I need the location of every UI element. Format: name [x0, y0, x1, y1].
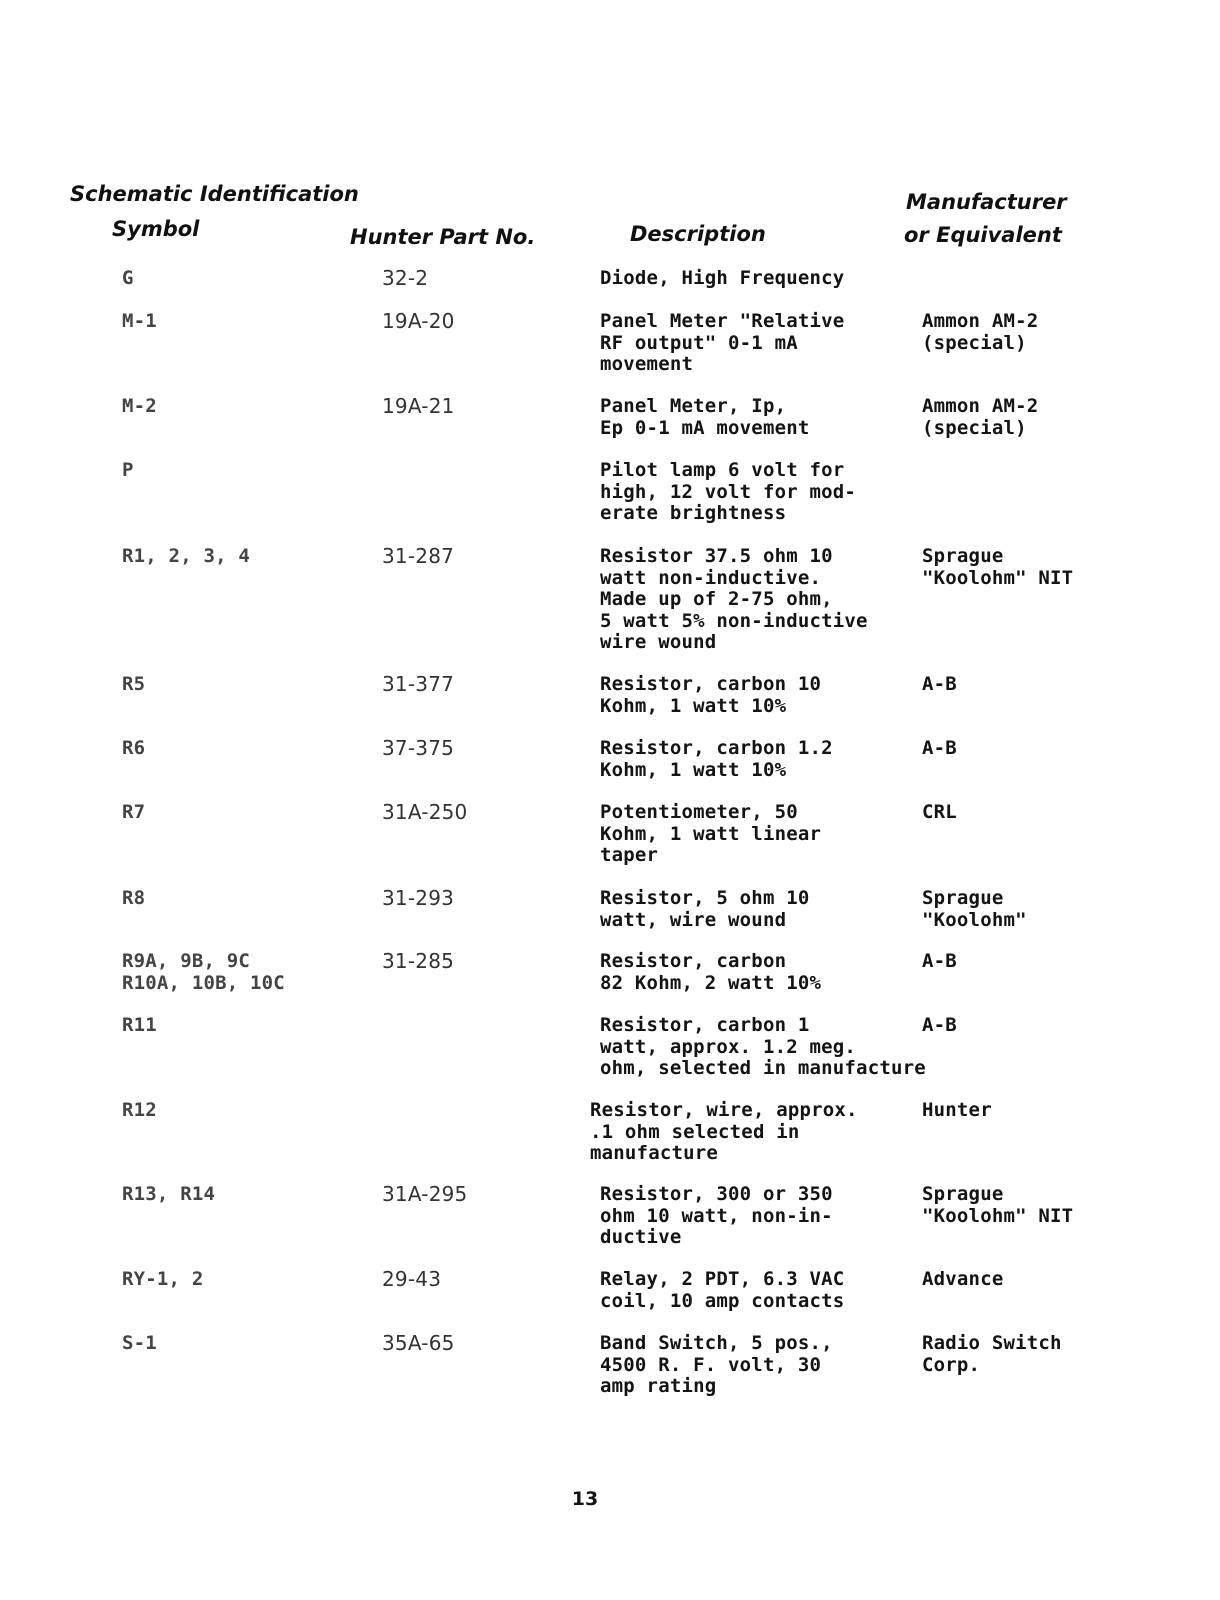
description-cell: Resistor, carbon 1.2 Kohm, 1 watt 10%	[600, 737, 833, 781]
description-cell: Band Switch, 5 pos., 4500 R. F. volt, 30 amp rating	[600, 1332, 833, 1397]
symbol-cell: R5	[122, 673, 146, 695]
manufacturer-cell: Sprague "Koolohm" NIT	[922, 545, 1074, 589]
description-cell: Resistor, 5 ohm 10 watt, wire wound	[600, 887, 810, 931]
description-cell: Resistor, carbon 82 Kohm, 2 watt 10%	[600, 950, 822, 994]
manufacturer-cell: A-B	[922, 950, 957, 972]
part-cell: 32-2	[382, 266, 429, 290]
part-cell: 19A-21	[382, 394, 455, 418]
symbol-cell: RY-1, 2	[122, 1268, 204, 1290]
symbol-cell: R6	[122, 737, 146, 759]
symbol-cell: R9A, 9B, 9C R10A, 10B, 10C	[122, 950, 285, 994]
manufacturer-cell: Ammon AM-2 (special)	[922, 395, 1039, 439]
part-cell: 31A-295	[382, 1182, 468, 1206]
description-cell: Resistor, carbon 10 Kohm, 1 watt 10%	[600, 673, 822, 717]
symbol-cell: R7	[122, 801, 146, 823]
symbol-cell: R13, R14	[122, 1183, 216, 1205]
manufacturer-cell: A-B	[922, 737, 957, 759]
part-cell: 37-375	[382, 736, 455, 760]
manufacturer-cell: CRL	[922, 801, 957, 823]
manufacturer-cell: Sprague "Koolohm" NIT	[922, 1183, 1074, 1227]
description-cell: Panel Meter, Ip, Ep 0-1 mA movement	[600, 395, 810, 439]
symbol-cell: S-1	[122, 1332, 157, 1354]
symbol-cell: R11	[122, 1014, 157, 1036]
part-cell: 31A-250	[382, 800, 468, 824]
header-description: Description	[630, 222, 766, 246]
manufacturer-cell: Radio Switch Corp.	[922, 1332, 1062, 1376]
manufacturer-cell: A-B	[922, 1014, 957, 1036]
symbol-cell: P	[122, 459, 134, 481]
part-cell: 31-293	[382, 886, 455, 910]
description-cell: Resistor 37.5 ohm 10 watt non-inductive. Made up of 2-75 ohm, 5 watt 5% non-inductive wire wound	[600, 545, 868, 653]
page-number: 13	[571, 1488, 599, 1510]
manufacturer-cell: Ammon AM-2 (special)	[922, 310, 1039, 354]
description-cell: Pilot lamp 6 volt for high, 12 volt for mod- erate brightness	[600, 459, 857, 524]
description-cell: Resistor, wire, approx. .1 ohm selected in manufacture	[590, 1099, 858, 1164]
symbol-cell: R1, 2, 3, 4	[122, 545, 251, 567]
symbol-cell: M-2	[122, 395, 157, 417]
description-cell: Relay, 2 PDT, 6.3 VAC coil, 10 amp contacts	[600, 1268, 845, 1312]
part-cell: 31-377	[382, 672, 455, 696]
header-hunter-part-no: Hunter Part No.	[350, 225, 536, 249]
header-schematic-identification: Schematic Identification	[70, 182, 359, 206]
description-cell: Panel Meter "Relative RF output" 0-1 mA movement	[600, 310, 845, 375]
manufacturer-cell: Hunter	[922, 1099, 992, 1121]
symbol-cell: M-1	[122, 310, 157, 332]
symbol-cell: R8	[122, 887, 146, 909]
description-cell: Resistor, 300 or 350 ohm 10 watt, non-in- ductive	[600, 1183, 833, 1248]
manufacturer-cell: Advance	[922, 1268, 1004, 1290]
part-cell: 31-285	[382, 949, 455, 973]
header-symbol: Symbol	[112, 217, 200, 241]
manufacturer-cell: A-B	[922, 673, 957, 695]
part-cell: 35A-65	[382, 1331, 455, 1355]
part-cell: 31-287	[382, 544, 455, 568]
description-cell: Diode, High Frequency	[600, 267, 845, 289]
header-or-equivalent: or Equivalent	[904, 223, 1062, 247]
header-manufacturer: Manufacturer	[906, 190, 1067, 214]
description-cell: Resistor, carbon 1 watt, approx. 1.2 meg. ohm, selected in manufacture	[600, 1014, 926, 1079]
manufacturer-cell: Sprague "Koolohm"	[922, 887, 1027, 931]
part-cell: 19A-20	[382, 309, 455, 333]
part-cell: 29-43	[382, 1267, 442, 1291]
symbol-cell: G	[122, 267, 134, 289]
description-cell: Potentiometer, 50 Kohm, 1 watt linear taper	[600, 801, 822, 866]
symbol-cell: R12	[122, 1099, 157, 1121]
